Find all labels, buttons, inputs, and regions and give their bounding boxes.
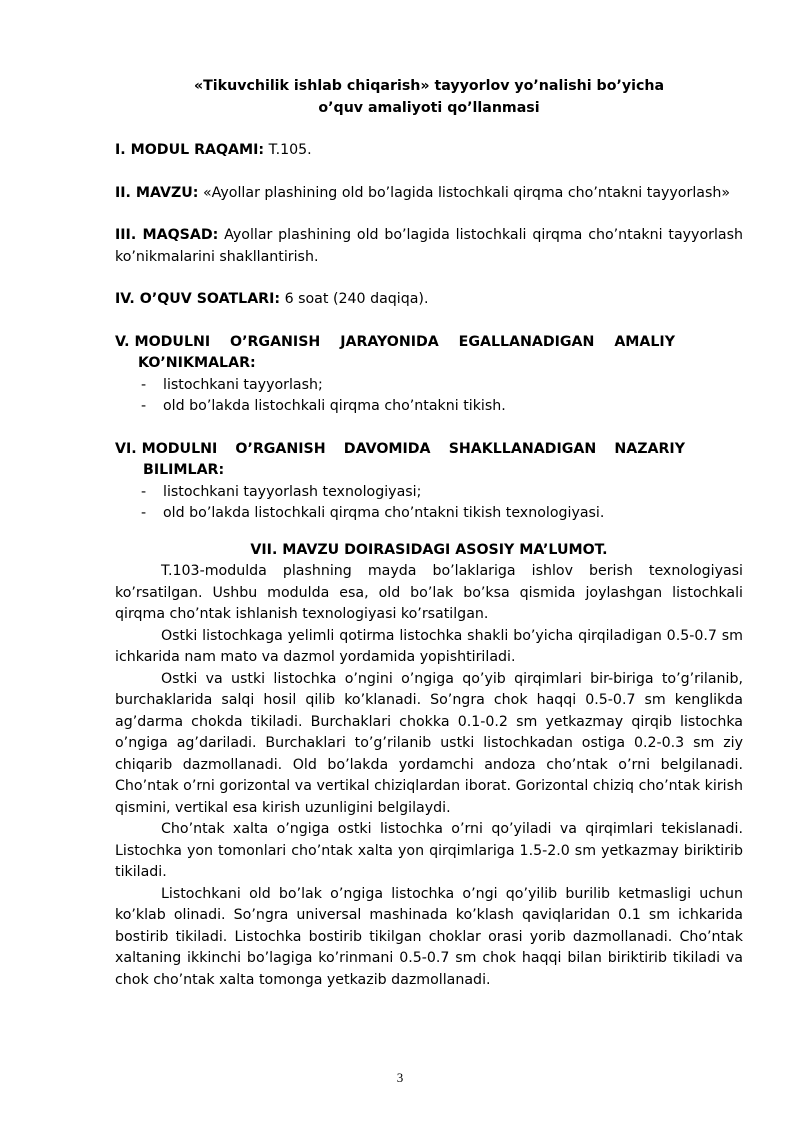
- body-paragraph: Listochkani old bo’lak o’ngiga listochka o’ngi qo’yilib burilib ketmasligi uchun ko’klab olinadi. So’ngra universal mashinada ko’klash qaviqlaridan 0.1 sm ichkarida bostirib tikiladi. Listochka bostirib tikilgan choklar orasi yorib dazmollanadi. Cho’ntak xaltaning ikkinchi bo’lagiga ko’rinmani 0.5-0.7 sm chok haqqi bilan biriktirib tikiladi va chok cho’ntak xalta tomonga yetkazib dazmollanadi.: [115, 885, 743, 988]
- body-paragraph: Ostki listochkaga yelimli qotirma listochka shakli bo’yicha qirqiladigan 0.5-0.7 sm ichkarida nam mato va dazmol yordamida yopishtiriladi.: [115, 627, 743, 665]
- hours-label: IV. O’QUV SOATLARI:: [115, 291, 281, 307]
- list-item: - listochkani tayyorlash;: [115, 375, 743, 397]
- list-item: - listochkani tayyorlash texnologiyasi;: [115, 482, 743, 504]
- goal-value: Ayollar plashining old bo’lagida listochkali qirqma cho’ntakni tayyorlash ko’nikmalarini shakllantirish.: [115, 227, 743, 265]
- knowledge-heading: [115, 439, 685, 461]
- hours-section: [115, 289, 743, 311]
- skills-heading-word: O’RGANISH: [230, 333, 321, 350]
- knowledge-heading-word: VI. MODULNI: [115, 440, 218, 457]
- main-info-section: [115, 540, 743, 992]
- main-info-heading: VII. MAVZU DOIRASIDAGI ASOSIY MA’LUMOT.: [250, 541, 608, 558]
- module-number-label: I. MODUL RAQAMI:: [115, 142, 265, 158]
- knowledge-heading-word: SHAKLLANADIGAN: [448, 440, 597, 457]
- knowledge-heading-word: NAZARIY: [614, 440, 685, 457]
- topic-value: «Ayollar plashining old bo’lagida listochkali qirqma cho’ntakni tayyorlash»: [198, 184, 731, 201]
- body-paragraph: Cho’ntak xalta o’ngiga ostki listochka o’rni qo’yiladi va qirqimlari tekislanadi. Listochka yon tomonlari cho’ntak xalta yon qirqimlariga 1.5-2.0 sm yetkazmay biriktirib tikiladi.: [115, 821, 743, 880]
- topic-label: II. MAVZU:: [115, 184, 199, 201]
- skills-section: [115, 332, 743, 418]
- goal-section: [115, 225, 743, 268]
- knowledge-heading-continuation: BILIMLAR:: [143, 462, 225, 478]
- document-page: [115, 76, 743, 991]
- skills-heading-continuation: KO’NIKMALAR:: [138, 355, 256, 371]
- module-number-value: T.105.: [264, 142, 312, 158]
- body-paragraph: Ostki va ustki listochka o’ngini o’ngiga qo’yib qirqimlari bir-biriga to’g’rilanib, burchaklarida salqi hosil qilib ko’klanadi. So’ngra chok haqqi 0.5-0.7 sm kenglikda ag’darma chokda tikiladi. Burchaklari chokka 0.1-0.2 sm yetkazmay qirqib listochka o’ngiga ag’dariladi. Burchaklari to’g’rilanib ustki listochkadan ostiga 0.2-0.3 sm ziy chiqarib dazmollanadi. Old bo’lakda yordamchi andoza cho’ntak o’rni belgilanadi. Cho’ntak o’rni gorizontal va vertikal chiziqlardan iborat. Gorizontal chiziq cho’ntak kirish qismini, vertikal esa kirish uzunligini belgilaydi.: [115, 670, 743, 816]
- skills-heading: [115, 332, 675, 354]
- skills-list: [115, 375, 743, 418]
- body-paragraph: T.103-modulda plashning mayda bo’laklariga ishlov berish texnologiyasi ko’rsatilgan. Ushbu modulda esa, old bo’lak bo’ksa qismida joylashgan listochkali qirqma cho’ntak ishlanish texnologiyasi ko’rsatilgan.: [115, 563, 743, 622]
- title-line-2: o’quv amaliyoti qo’llanmasi: [318, 99, 540, 116]
- list-item: - old bo’lakda listochkali qirqma cho’ntakni tikish texnologiyasi.: [115, 503, 743, 525]
- knowledge-section: [115, 439, 743, 525]
- knowledge-heading-word: O’RGANISH: [235, 440, 326, 457]
- knowledge-heading-word: DAVOMIDA: [343, 440, 431, 457]
- skills-heading-word: JARAYONIDA: [340, 333, 439, 350]
- page-number: 3: [396, 1070, 404, 1085]
- skills-heading-word: EGALLANADIGAN: [458, 333, 595, 350]
- topic-section: [115, 183, 743, 205]
- knowledge-list: [115, 482, 743, 525]
- title-line-1: «Tikuvchilik ishlab chiqarish» tayyorlov yo’nalishi bo’yicha: [193, 78, 665, 94]
- skills-heading-word: V. MODULNI: [115, 333, 211, 350]
- hours-value: 6 soat (240 daqiqa).: [280, 291, 429, 307]
- document-title: [115, 76, 743, 119]
- skills-heading-word: AMALIY: [614, 333, 675, 350]
- goal-label: III. MAQSAD:: [115, 227, 219, 243]
- module-number-section: [115, 140, 743, 162]
- list-item: - old bo’lakda listochkali qirqma cho’ntakni tikish.: [115, 396, 743, 418]
